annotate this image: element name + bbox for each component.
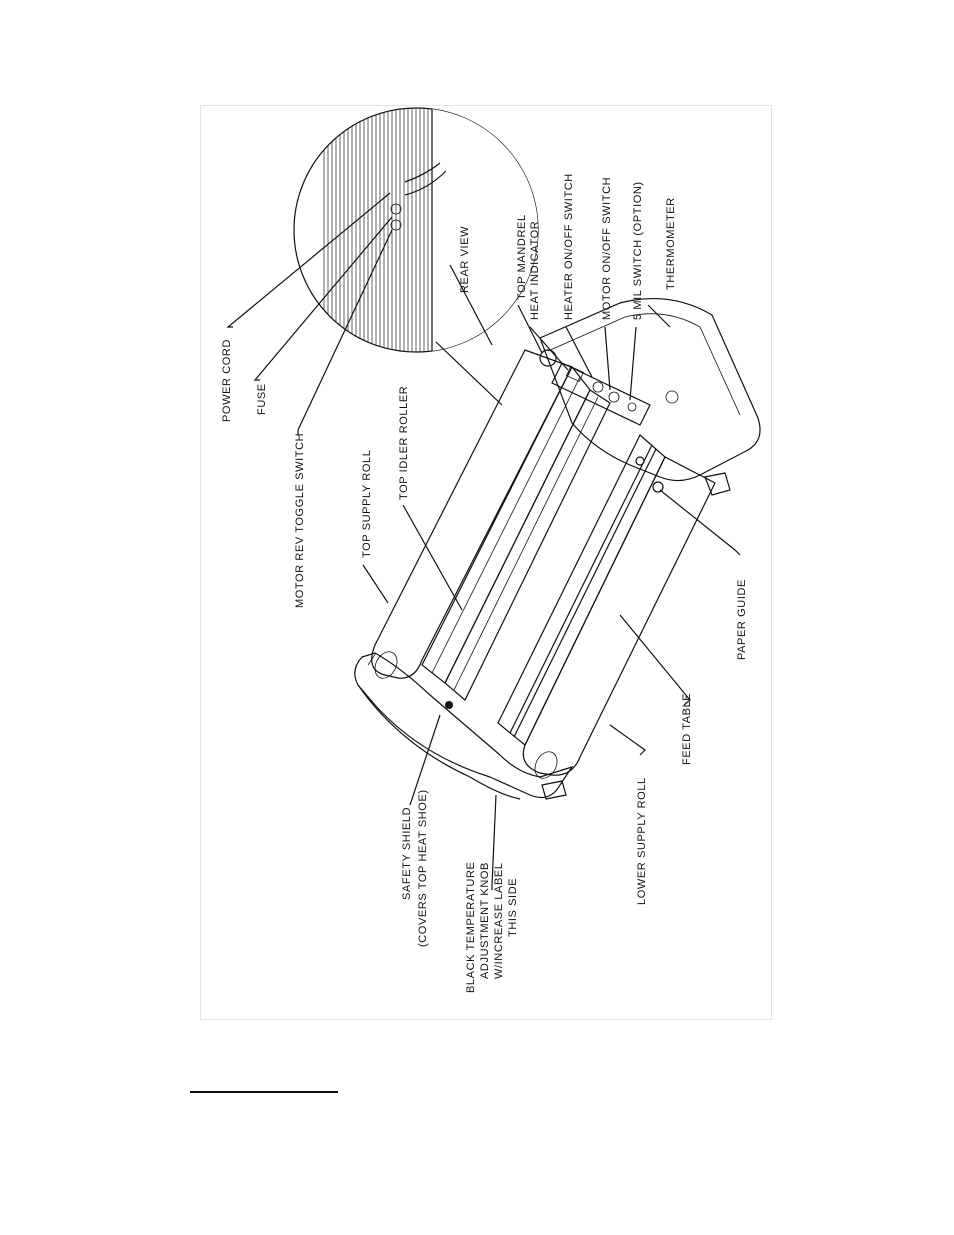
label-heat-indicator: HEAT INDICATOR bbox=[529, 220, 541, 320]
label-fuse: FUSE bbox=[256, 383, 268, 415]
label-paper-guide: PAPER GUIDE bbox=[736, 579, 748, 660]
label-motor-switch: MOTOR ON/OFF SWITCH bbox=[601, 176, 613, 320]
motor-switch-knob bbox=[609, 392, 619, 402]
label-rear-view: REAR VIEW bbox=[459, 225, 471, 293]
temperature-adjustment-knob bbox=[445, 701, 453, 709]
label-this-side: THIS SIDE bbox=[507, 877, 519, 937]
rollers bbox=[371, 350, 730, 782]
label-feed-table: FEED TABLE bbox=[681, 692, 693, 765]
caption-underline-rule bbox=[190, 1091, 338, 1093]
label-black-temperature: BLACK TEMPERATURE bbox=[465, 861, 477, 993]
thermometer-dial bbox=[666, 391, 678, 403]
label-heater-switch: HEATER ON/OFF SWITCH bbox=[563, 173, 575, 320]
label-safety-shield-note: (COVERS TOP HEAT SHOE) bbox=[417, 789, 429, 947]
rear-view-circle bbox=[294, 105, 552, 365]
laminator-body bbox=[355, 299, 760, 799]
control-panel bbox=[552, 363, 650, 425]
label-top-idler-roller: TOP IDLER ROLLER bbox=[398, 385, 410, 500]
label-power-cord: POWER CORD bbox=[221, 339, 233, 422]
label-top-supply-roll: TOP SUPPLY ROLL bbox=[361, 449, 373, 558]
label-five-mil-switch: 5 MIL SWITCH (OPTION) bbox=[632, 181, 644, 320]
rear-view-leader-2 bbox=[436, 342, 502, 405]
heater-switch-knob bbox=[593, 382, 603, 392]
label-safety-shield: SAFETY SHIELD bbox=[401, 806, 413, 900]
label-top-mandrel: TOP MANDREL bbox=[516, 214, 528, 300]
label-increase-label: W/INCREASE LABEL bbox=[493, 862, 505, 979]
label-thermometer: THERMOMETER bbox=[665, 197, 677, 290]
laminator-diagram-svg bbox=[200, 105, 772, 1020]
label-motor-rev-toggle-switch: MOTOR REV TOGGLE SWITCH bbox=[294, 432, 306, 608]
laminator-diagram bbox=[200, 105, 772, 1020]
five-mil-switch-knob bbox=[628, 403, 636, 411]
label-lower-supply-roll: LOWER SUPPLY ROLL bbox=[636, 777, 648, 905]
label-adjustment-knob: ADJUSTMENT KNOB bbox=[479, 862, 491, 979]
